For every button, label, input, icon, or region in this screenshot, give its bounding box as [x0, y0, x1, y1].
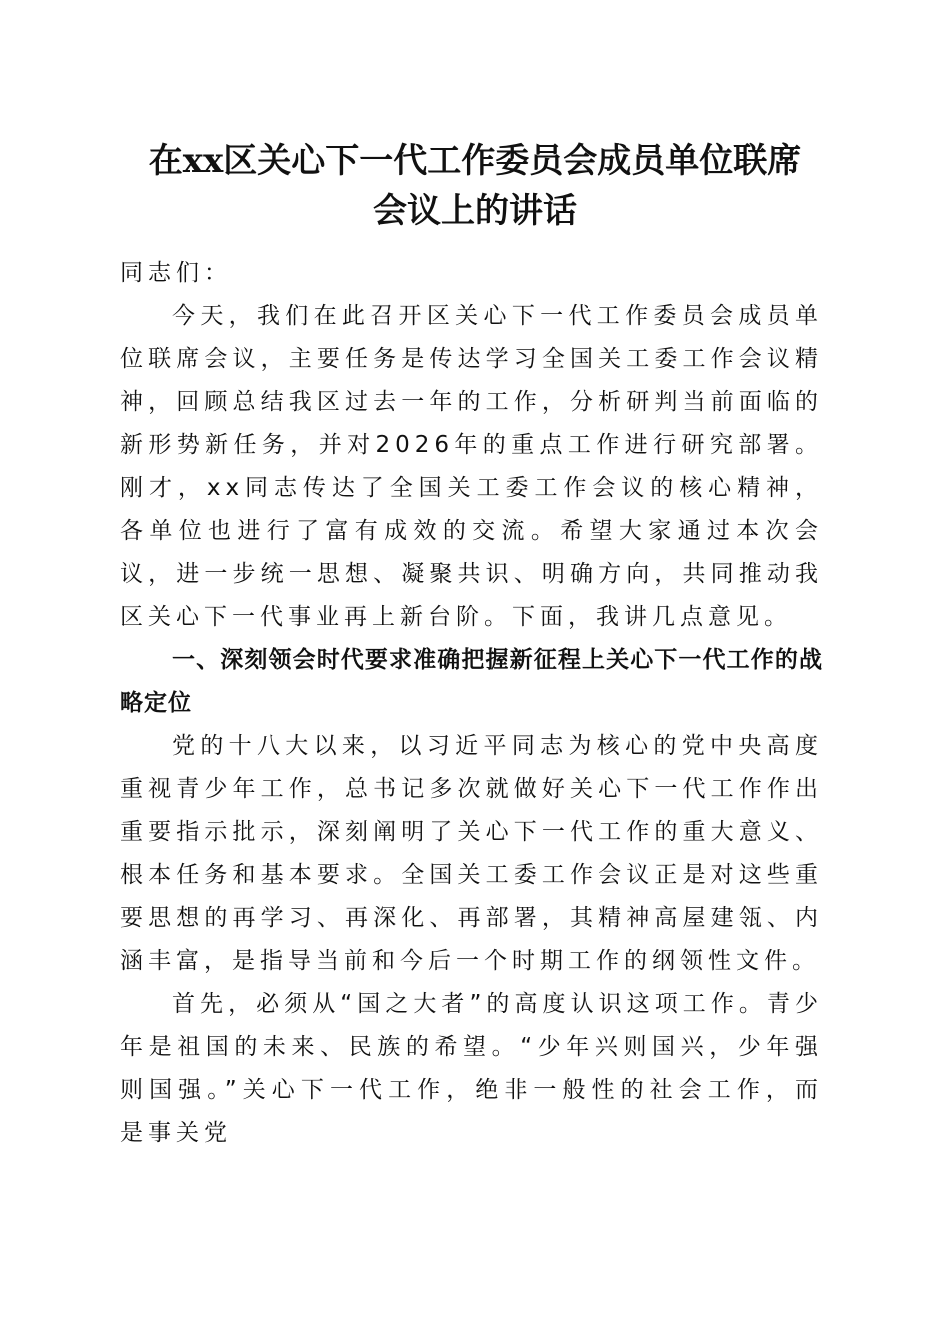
salutation: 同志们：: [120, 260, 232, 286]
title-line-1: 在xx区关心下一代工作委员会成员单位联席: [148, 141, 802, 181]
section-1-paragraph-2: 首先，必须从“国之大者”的高度认识这项工作。青少年是祖国的未来、民族的希望。“少年兴则国兴，少年强则国强。”关心下一代工作，绝非一般性的社会工作，而是事关党: [120, 991, 823, 1146]
document-title: [100, 136, 850, 236]
section-heading-1: 一、深刻领会时代要求准确把握新征程上关心下一代工作的战略定位: [120, 647, 823, 716]
title-line-2: 会议上的讲话: [373, 191, 577, 231]
intro-paragraph: 今天，我们在此召开区关心下一代工作委员会成员单位联席会议，主要任务是传达学习全国关工委工作会议精神，回顾总结我区过去一年的工作，分析研判当前面临的新形势新任务，并对2026年的重点工作进行研究部署。刚才，xx同志传达了全国关工委工作会议的核心精神，各单位也进行了富有成效的交流。希望大家通过本次会议，进一步统一思想、凝聚共识、明确方向，共同推动我区关心下一代事业再上新台阶。下面，我讲几点意见。: [120, 303, 823, 630]
document-body: [120, 252, 823, 1155]
section-1-paragraph-1: 党的十八大以来，以习近平同志为核心的党中央高度重视青少年工作，总书记多次就做好关心下一代工作作出重要指示批示，深刻阐明了关心下一代工作的重大意义、根本任务和基本要求。全国关工委工作会议正是对这些重要思想的再学习、再深化、再部署，其精神高屋建瓴、内涵丰富，是指导当前和今后一个时期工作的纲领性文件。: [120, 733, 823, 974]
